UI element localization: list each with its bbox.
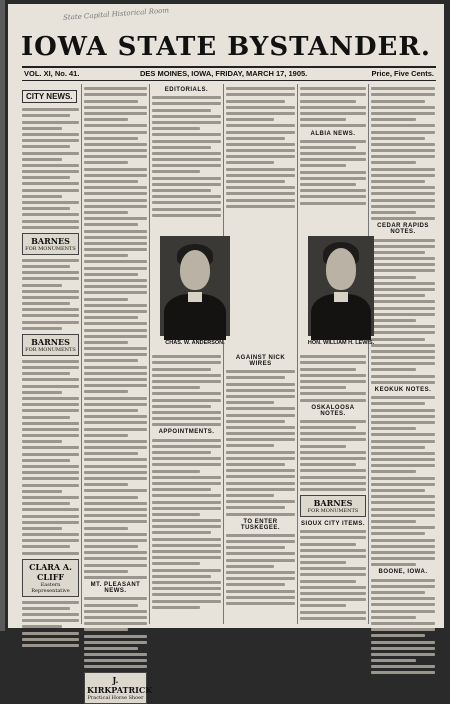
section-heading-to-enter-tuskegee: TO ENTER TUSKEGEE.: [240, 518, 281, 531]
ad-barnes-monuments: BARNES FOR MONUMENTS: [22, 233, 79, 255]
section-heading-editorials: EDITORIALS.: [164, 87, 209, 93]
portrait-lewis: [308, 236, 374, 336]
section-heading-boone: BOONE, IOWA.: [378, 569, 428, 576]
subhead-against-nick-wires: AGAINST NICK WIRES: [235, 355, 286, 367]
ad-kirkpatrick: J. KIRKPATRICK Practical Horse Shoer: [84, 672, 147, 704]
section-heading-cedar-rapids: CEDAR RAPIDS NOTES.: [377, 223, 429, 236]
section-heading-oskaloosa: OSKALOOSA NOTES.: [311, 404, 355, 417]
masthead-title: IOWA STATE BYSTANDER.: [21, 32, 431, 62]
column-5-top: [300, 84, 366, 234]
column-rule: [297, 84, 298, 624]
section-heading-mt-pleasant: MT. PLEASANT NEWS.: [90, 582, 141, 595]
column-1: [22, 84, 79, 624]
column-rule: [149, 84, 150, 624]
ad-barnes-monuments: BARNES FOR MONUMENTS: [300, 495, 366, 517]
handwritten-note: State Capital Historical Room: [62, 6, 170, 22]
volume-number: VOL. XI, No. 41.: [24, 69, 80, 78]
caption-lewis: HON. WILLIAM H. LEWIS.: [307, 340, 375, 346]
portrait-anderson: [160, 236, 230, 336]
place-and-date: DES MOINES, IOWA, FRIDAY, MARCH 17, 1905.: [140, 69, 308, 78]
section-heading-keokuk: KEOKUK NOTES.: [374, 387, 432, 393]
column-3-top: [152, 84, 221, 234]
ad-clara-cliff: CLARA A. CLIFF Eastern Representative: [22, 559, 79, 597]
column-4-top: [226, 84, 295, 234]
column-rule: [368, 84, 369, 624]
column-5-lower: [300, 352, 366, 624]
dateline-bar: [22, 66, 436, 81]
price: Price, Five Cents.: [371, 69, 434, 78]
section-heading-sioux-city: SIOUX CITY ITEMS.: [300, 520, 366, 527]
column-6: [371, 84, 435, 624]
column-4-lower: [226, 352, 295, 624]
caption-anderson: CHAS. W. ANDERSON.: [165, 340, 225, 346]
section-heading-appointments: APPOINTMENTS.: [158, 429, 215, 436]
column-3-lower: [152, 352, 221, 624]
column-rule: [81, 84, 82, 624]
column-rule: [223, 84, 224, 624]
newspaper-page: [8, 4, 444, 702]
section-heading-albia: ALBIA NEWS.: [310, 130, 356, 137]
page-binding: [0, 0, 5, 631]
column-2: [84, 84, 153, 702]
ad-barnes-monuments: BARNES FOR MONUMENTS: [22, 334, 79, 356]
section-heading-city-news: CITY NEWS.: [22, 90, 77, 103]
